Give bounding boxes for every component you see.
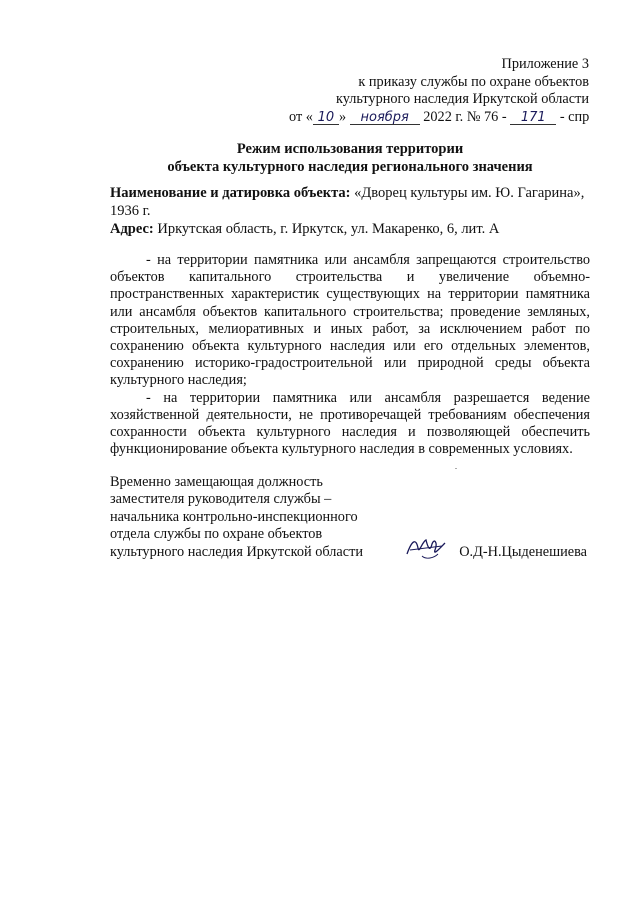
appendix-agency-line: культурного наследия Иркутской области: [336, 91, 589, 108]
position-line: отдела службы по охране объектов: [110, 526, 323, 543]
signatory-position: [110, 474, 390, 561]
title-line-1: Режим использования территории: [236, 141, 464, 157]
appendix-date-line: [289, 109, 589, 127]
position-line: заместителя руководителя службы –: [110, 491, 332, 508]
title-line-2: объекта культурного наследия регионального значения: [167, 159, 533, 175]
date-quote-close: »: [338, 108, 347, 125]
document-title: [110, 140, 590, 176]
appendix-order-line: к приказу службы по охране объектов: [358, 73, 589, 90]
object-name-value: «Дворец культуры им. Ю. Гагарина», 1936 г.: [110, 185, 585, 219]
signatory-name: О.Д-Н.Цыденешиева: [459, 544, 587, 560]
position-line: начальника контрольно-инспекционного: [110, 508, 358, 525]
appendix-number: Приложение 3: [501, 56, 589, 72]
handwritten-day: 10: [313, 111, 339, 125]
order-suffix: - спр: [559, 108, 590, 125]
position-line: культурного наследия Иркутской области: [110, 543, 363, 560]
appendix-header: [289, 56, 589, 126]
date-prefix: от «: [289, 108, 313, 125]
object-address-label: Адрес:: [110, 221, 154, 237]
object-address-value: Иркутская область, г. Иркутск, ул. Макаренко, 6, лит. А: [157, 221, 500, 237]
regime-body: [110, 252, 590, 458]
object-name-label: Наименование и датировка объекта:: [110, 185, 351, 201]
regime-paragraph-permissions: - на территории памятника или ансамбля разрешается ведение хозяйственной деятельности, не противоречащей требованиям обеспечения сохранности объекта культурного наследия и позволяющей обеспечить функционирование объекта культурного наследия в современных условиях.: [110, 389, 590, 458]
handwritten-signature: [404, 534, 448, 562]
object-name: [110, 184, 590, 220]
object-details: [110, 184, 590, 238]
regime-paragraph-prohibitions: - на территории памятника или ансамбля запрещаются строительство объектов капитального строительства и увеличение объемно-пространственных характеристик существующих на территории памятника или ансамбля объектов капитального строительства; проведение земляных, строительных, мелиоративных и иных работ, за исключением работ по сохранению объекта культурного наследия или его отдельных элементов, сохранению историко-градостроительной или природной среды объекта культурного наследия;: [110, 252, 590, 389]
object-address: [110, 220, 590, 238]
handwritten-order-number: 171: [510, 111, 556, 125]
handwritten-month: ноября: [350, 111, 420, 125]
date-year-number: 2022 г. № 76 -: [423, 108, 507, 125]
scan-speck: [455, 468, 457, 469]
position-line: Временно замещающая должность: [110, 474, 323, 490]
